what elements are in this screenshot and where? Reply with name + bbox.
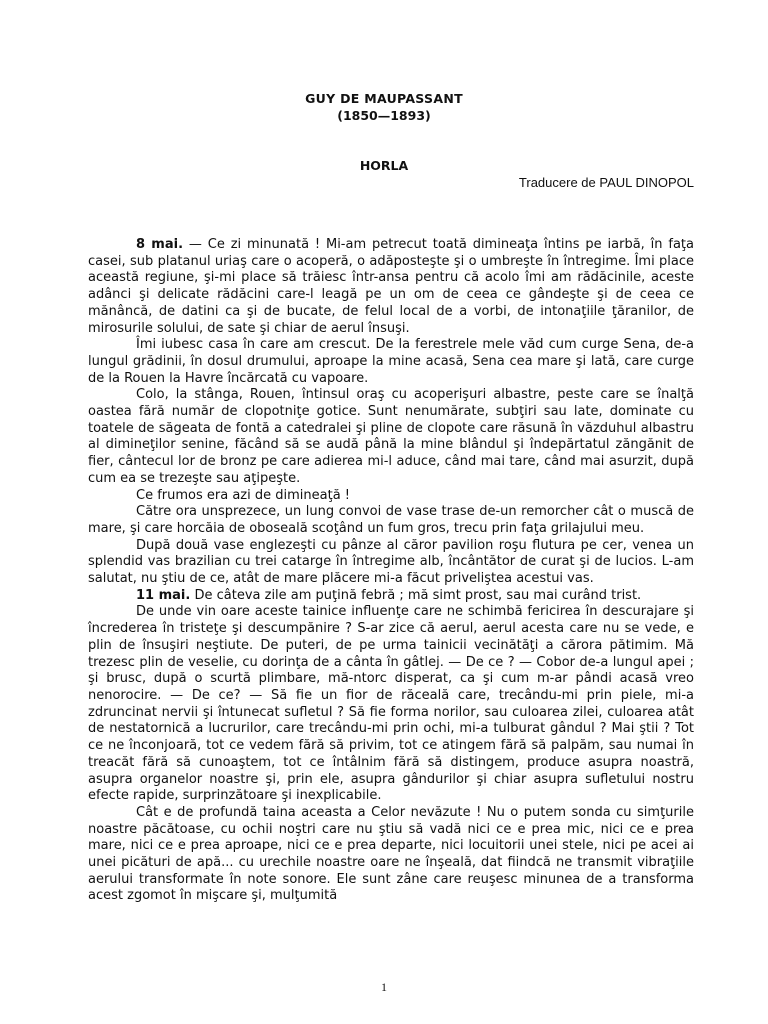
paragraph-text: Cât e de profundă taina aceasta a Celor nevăzute ! Nu o putem sonda cu simţurile noastre păcătoase, cu ochii noştri care nu ştiu să vadă nici ce e prea mic, nici ce e prea mare, nici ce e prea aproape, nici ce e prea departe, nici locuitorii unei stele, nici pe acei ai unei picături de apă... cu urechile noastre oare ne înşeală, dat fiindcă ne transmit vibraţiile aerului transformate în note sonore. Ele sunt zâne care reuşesc minunea de a transforma acest zgomot în mişcare şi, mulţumită bbox=[88, 804, 694, 904]
entry-date: 11 mai. bbox=[136, 587, 191, 603]
paragraph-text: De unde vin oare aceste tainice influenţe care ne schimbă fericirea în descurajare şi încrederea în tristeţe şi descumpănire ? S-ar zice că aerul, aerul acesta care nu se vede, e plin de însuşiri neştiute. De puteri, de pe urma tainicii vecinătăţi a cărora pătimim. Mă trezesc plin de veselie, cu dorinţa de a cânta în gâtlej. — De ce ? — Cobor de-a lungul apei ; şi brusc, după o scurtă plimbare, mă-ntorc disperat, ca şi cum m-ar pândi acasă vreo nenorocire. — De ce? — Să fie un fior de răceală care, trecându-mi prin piele, mi-a zdruncinat nervii şi întunecat sufletul ? Să fie forma norilor, sau culoarea zilei, culoarea atât de nestatornică a lucrurilor, care trecându-mi prin ochi, mi-a tulburat gândul ? Mai ştii ? Tot ce ne înconjoară, tot ce vedem fără să privim, tot ce atingem fără să palpăm, sau numai în treacăt fără să cunoaştem, tot ce întâlnim fără să distingem, produce asupra noastră, asupra organelor noastre şi, prin ele, asupra gândurilor şi chiar asupra sufletului nostru efecte rapide, surprinzătoare şi inexplicabile. bbox=[88, 604, 694, 804]
paragraph bbox=[88, 604, 694, 804]
paragraph-text: — Ce zi minunată ! Mi-am petrecut toată dimineaţa întins pe iarbă, în faţa casei, sub platanul uriaş care o acoperă, o adăposteşte şi o umbreşte în întregime. Îmi place această regiune, şi-mi place să trăiesc într-ansa pentru că acolo îmi am rădăcinile, aceste adânci şi delicate rădăcini care-l leagă pe un om de ceea ce gândeşte şi de ceea ce mănâncă, de datini ca şi de bucate, de felul local de a vorbi, de intonaţiile ţăranilor, de mirosurile solului, de sate şi chiar de aerul însuşi. bbox=[88, 237, 694, 336]
body-text bbox=[88, 237, 694, 905]
paragraph-text: Către ora unsprezece, un lung convoi de vase trase de-un remorcher cât o muscă de mare, şi care horcăia de oboseală scoţând un fum gros, trecu prin faţa grilajului meu. bbox=[88, 504, 694, 536]
paragraph bbox=[88, 337, 694, 387]
story-title: HORLA bbox=[359, 158, 409, 173]
paragraph bbox=[88, 805, 694, 905]
paragraph bbox=[88, 538, 694, 588]
page-number: 1 bbox=[381, 980, 387, 994]
entry-date: 8 mai. bbox=[136, 237, 184, 252]
paragraph bbox=[88, 588, 694, 605]
paragraph-text: Îmi iubesc casa în care am crescut. De la ferestrele mele văd cum curge Sena, de-a lungul grădinii, în dosul drumului, aproape la mine acasă, Sena cea mare şi lată, care curge de la Rouen la Havre încărcată cu vapoare. bbox=[88, 337, 694, 386]
paragraph-text: De câteva zile am puţină febră ; mă simt prost, sau mai curând trist. bbox=[190, 587, 642, 603]
paragraph bbox=[88, 504, 694, 537]
translator-credit: Traducere de PAUL DINOPOL bbox=[518, 175, 694, 190]
paragraph-text: După două vase englezeşti cu pânze al căror pavilion roşu flutura pe cer, venea un splendid vas brazilian cu trei catarge în întregime alb, încântător de curat şi de lucios. L-am salutat, nu ştiu de ce, atât de mare plăcere mi-a făcut priveliştea acestui vas. bbox=[88, 537, 694, 587]
author-years: (1850—1893) bbox=[337, 108, 431, 123]
paragraph bbox=[88, 387, 694, 487]
author-name: GUY DE MAUPASSANT bbox=[305, 91, 463, 106]
paragraph-text: Colo, la stânga, Rouen, întinsul oraş cu acoperişuri albastre, peste care se înalţă oastea fără număr de clopotniţe gotice. Sunt nenumărate, subţiri sau late, dominate cu toatele de săgeata de fontă a catedralei şi pline de clopote care răsună în văzduhul albastru al dimineţilor senine, făcând să se audă până la mine blândul şi îndepărtatul zăngănit de fier, cântecul lor de bronz pe care adierea mi-l aduce, când mai tare, când mai asurzit, după cum ea se trezeşte sau aţipeşte. bbox=[88, 387, 694, 486]
paragraph-text: Ce frumos era azi de dimineaţă ! bbox=[136, 487, 350, 503]
paragraph bbox=[88, 488, 694, 505]
paragraph bbox=[88, 237, 694, 337]
